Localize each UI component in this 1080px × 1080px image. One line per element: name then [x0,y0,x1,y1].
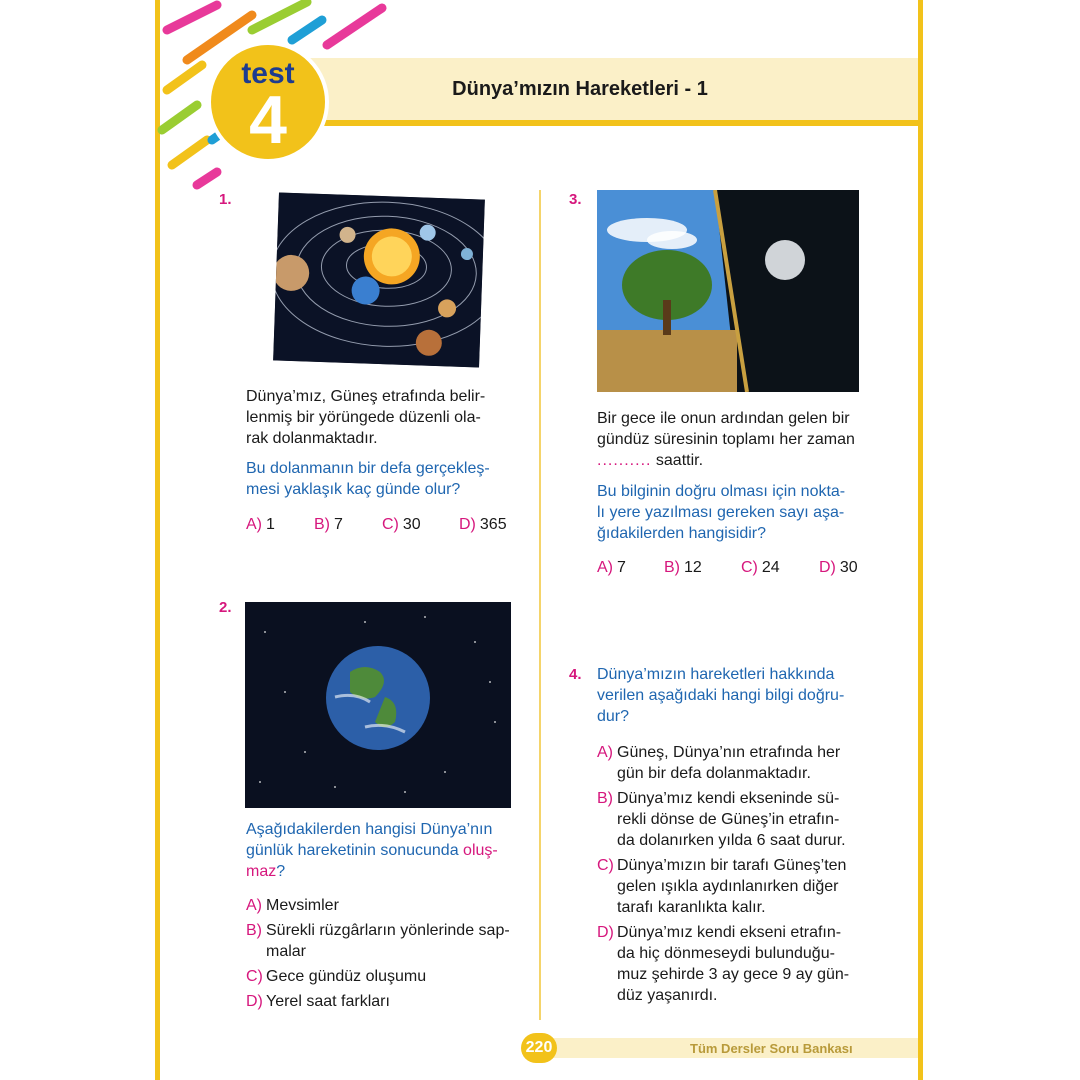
day-night-image [597,190,859,392]
option-line: düz yaşanırdı. [617,987,718,1004]
option-line: da dolanırken yılda 6 saat durur. [617,832,846,849]
option-text [617,788,846,851]
option-line: muz şehirde 3 ay gece 9 ay gün- [617,966,850,983]
option-line: gün bir defa dolanmaktadır. [617,765,811,782]
q1-question [246,458,526,500]
option-letter: A) [597,744,613,761]
q4-option-b[interactable] [597,788,877,851]
option-letter: B) [314,516,330,533]
q3-stem [597,408,872,471]
badge-word: test [241,57,295,90]
q1-option-c[interactable] [382,516,421,534]
option-letter: D) [459,516,476,533]
badge-number: 4 [249,82,287,158]
q3-question-line: lı yere yazılması gereken sayı aşa- [597,504,845,521]
page-number: 220 [521,1033,557,1063]
test-badge [207,41,329,163]
q4-option-d[interactable] [597,922,877,1006]
q4-question-line: verilen aşağıdaki hangi bilgi doğru- [597,687,845,704]
q2-question-emphasis: oluş- [463,842,498,859]
option-text: Mevsimler [266,897,339,914]
option-letter: B) [664,559,680,576]
q4-question-line: dur? [597,708,630,725]
q2-option-d[interactable] [246,991,516,1012]
option-text [617,855,846,918]
option-letter: C) [741,559,758,576]
q1-stem [246,386,526,449]
option-text: Yerel saat farkları [266,993,390,1010]
option-text: Gece gündüz oluşumu [266,968,427,985]
q2-question-text: günlük hareketinin sonucunda [246,842,464,859]
page-title: Dünya’mızın Hareketleri - 1 [452,78,708,100]
book-title: Tüm Dersler Soru Bankası [690,1041,853,1056]
q4-question-line: Dünya’mızın hareketleri hakkında [597,666,835,683]
option-letter: D) [246,993,263,1010]
earth-in-space-image [245,602,511,808]
q3-question-line: ğıdakilerden hangisidir? [597,525,766,542]
option-letter: A) [597,559,613,576]
q1-stem-line: lenmiş bir yörüngede düzenli ola- [246,409,481,426]
option-line: Güneş, Dünya’nın etrafında her [617,744,841,761]
q3-stem-line: Bir gece ile onun ardından gelen bir [597,410,850,427]
q4-option-a[interactable] [597,742,877,784]
option-letter: B) [246,922,262,939]
option-line: rekli dönse de Güneş’in etrafın- [617,811,840,828]
q2-options [246,895,516,1016]
q1-question-line: Bu dolanmanın bir defa gerçekleş- [246,460,490,477]
q2-question-emphasis: maz [246,863,277,880]
option-letter: B) [597,790,613,807]
q3-blank: .......... [597,452,652,469]
q4-number: 4. [569,666,582,683]
page-border-right [918,0,923,1080]
q1-number: 1. [219,191,232,208]
column-divider [539,190,541,1020]
option-text: 24 [761,559,780,576]
option-letter: A) [246,516,262,533]
q3-question-line: Bu bilginin doğru olması için nokta- [597,483,846,500]
solar-system-image [273,192,485,367]
q3-option-c[interactable] [741,559,780,577]
option-letter: C) [382,516,399,533]
option-letter: A) [246,897,262,914]
option-line: Dünya’mız kendi ekseninde sü- [617,790,840,807]
q2-option-c[interactable] [246,966,516,987]
q4-options [597,742,877,1010]
q1-question-line: mesi yaklaşık kaç günde olur? [246,481,461,498]
option-text: 7 [617,559,626,576]
option-line: gelen ışıkla aydınlanırken diğer [617,878,839,895]
option-line: tarafı karanlıkta kalır. [617,899,766,916]
q1-stem-line: rak dolanmaktadır. [246,430,378,447]
option-letter: C) [246,968,263,985]
q2-question [246,819,536,882]
q4-question [597,664,877,727]
option-line: da hiç dönmeseydi bulunduğu- [617,945,835,962]
q3-stem-line: gündüz süresinin toplamı her zaman [597,431,855,448]
q3-question [597,481,872,544]
option-text [617,742,840,784]
earth-illustration [245,602,511,808]
day-night-illustration [597,190,859,392]
option-line: Dünya’mızın bir tarafı Güneş’ten [617,857,847,874]
q2-option-b[interactable] [246,920,516,962]
q1-stem-line: Dünya’mız, Güneş etrafında belir- [246,388,486,405]
option-text: 30 [839,559,858,576]
option-letter: C) [597,857,614,874]
q2-number: 2. [219,599,232,616]
q2-question-line2 [246,840,536,861]
option-text: 12 [684,559,702,576]
q3-stem-end: saattir. [651,452,704,469]
option-letter: D) [819,559,836,576]
solar-system-illustration [273,192,485,367]
option-text: Sürekli rüzgârların yönlerinde sap- malar [266,922,510,960]
q1-option-b[interactable] [314,516,343,534]
header-rule [300,120,920,126]
q1-option-a[interactable] [246,516,275,534]
option-text: 30 [402,516,421,533]
q2-option-a[interactable] [246,895,516,916]
option-text [617,922,849,1006]
q3-number: 3. [569,191,582,208]
q3-option-d[interactable] [819,559,858,577]
q2-question-mark: ? [276,863,286,880]
q2-question-line3 [246,861,536,882]
q1-option-d[interactable] [459,516,507,534]
option-line: Dünya’mız kendi ekseni etrafın- [617,924,842,941]
option-text: 7 [334,516,343,533]
option-text: 365 [479,516,507,533]
q3-option-b[interactable] [664,559,702,577]
q3-stem-line3 [597,450,872,471]
q2-question-line: Aşağıdakilerden hangisi Dünya’nın [246,821,493,838]
option-letter: D) [597,924,614,941]
q3-option-a[interactable] [597,559,626,577]
option-text: 1 [266,516,275,533]
q4-option-c[interactable] [597,855,877,918]
